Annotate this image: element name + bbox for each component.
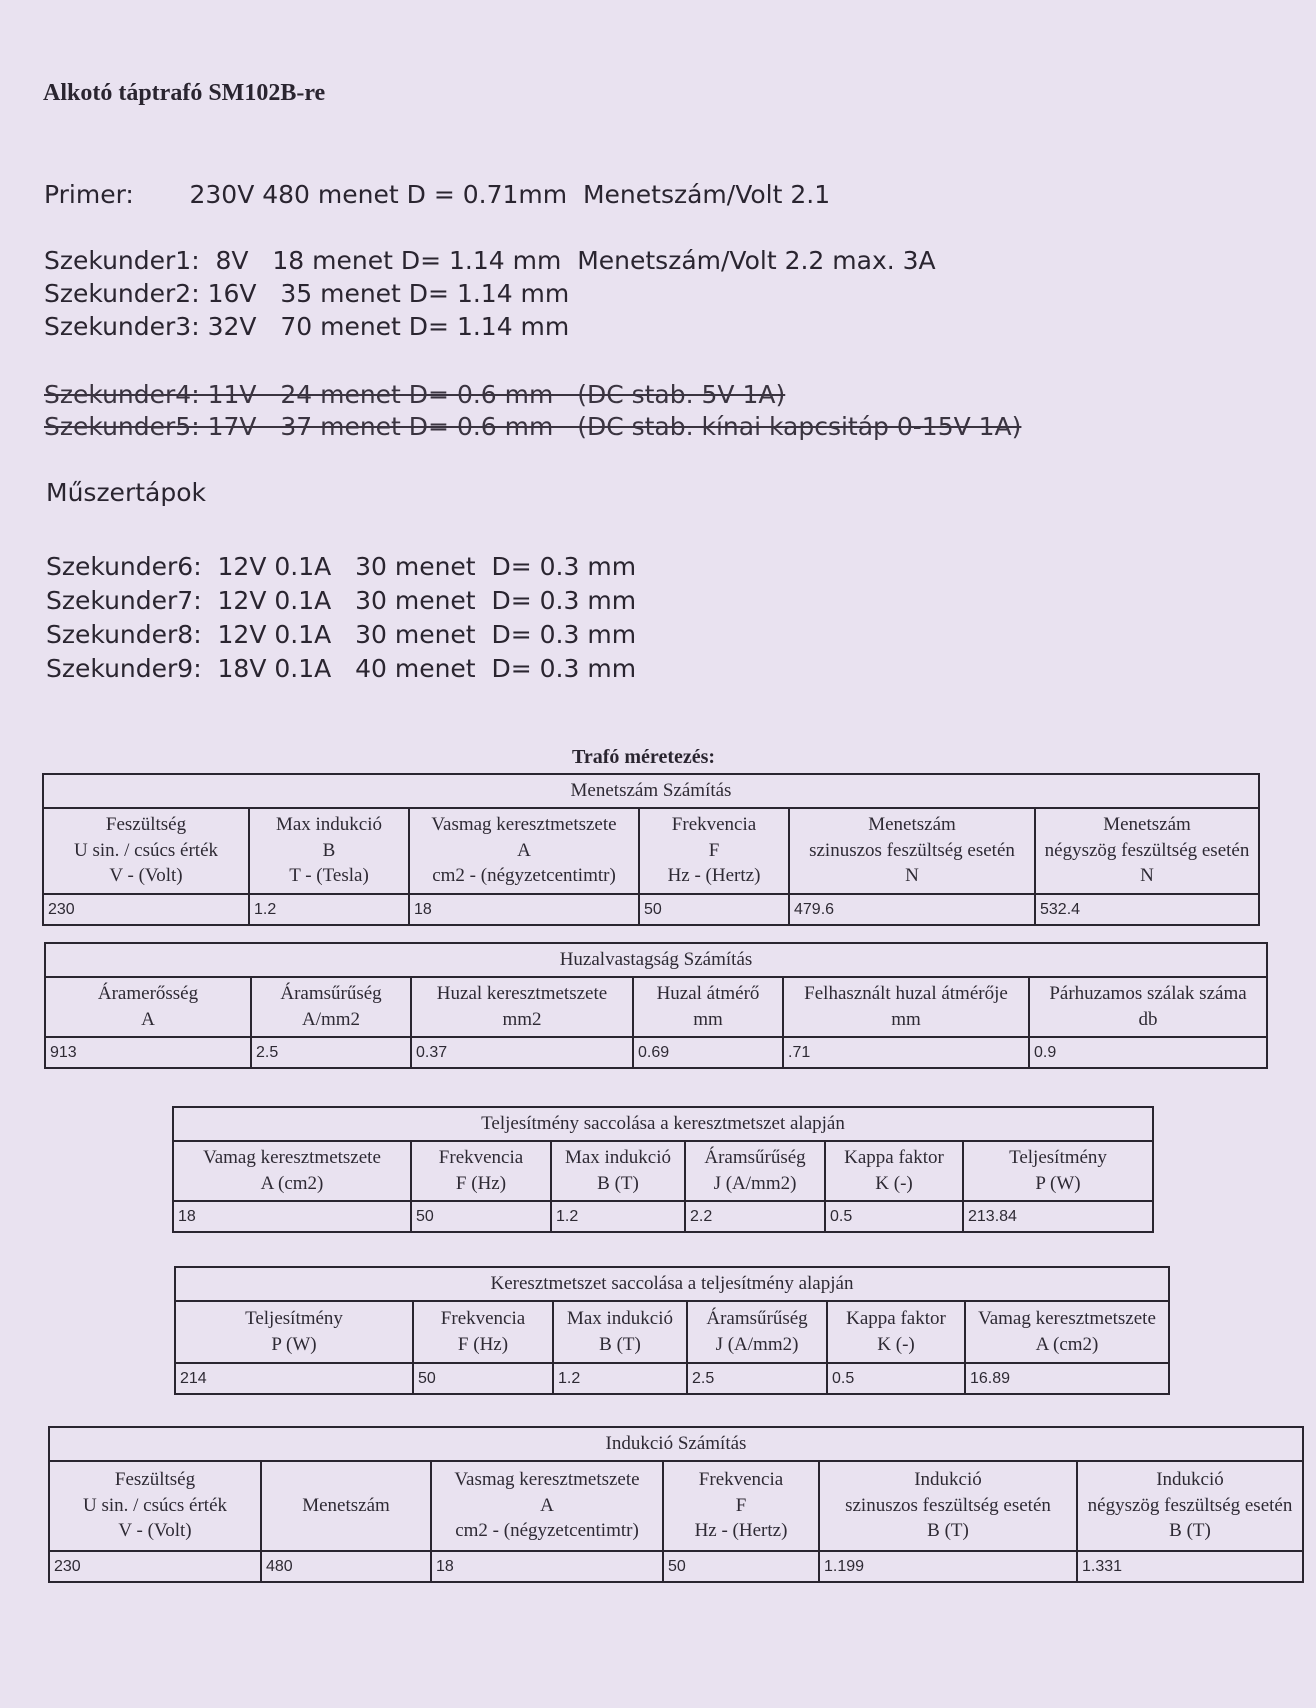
value-cell: 230 bbox=[43, 894, 249, 926]
table-caption: Huzalvastagság Számítás bbox=[45, 943, 1267, 977]
value-cell: 532.4 bbox=[1035, 894, 1259, 926]
section-estimate-table bbox=[174, 1266, 1170, 1395]
power-estimate-table bbox=[172, 1106, 1154, 1233]
header-cell: Max indukció B T - (Tesla) bbox=[249, 808, 409, 894]
value-cell: 0.37 bbox=[411, 1037, 633, 1069]
header-cell: Áramsűrűség A/mm2 bbox=[251, 977, 411, 1037]
value-cell: 1.2 bbox=[551, 1201, 685, 1233]
struck-line: Szekunder5: 17V 37 menet D= 0.6 mm (DC stab. kínai kapcsitáp 0-15V 1A) bbox=[44, 412, 1022, 441]
secondary-line: Szekunder2: 16V 35 menet D= 1.14 mm bbox=[44, 279, 570, 308]
header-cell: Frekvencia F (Hz) bbox=[411, 1141, 551, 1201]
value-cell: 50 bbox=[663, 1551, 819, 1583]
value-cell: 2.5 bbox=[687, 1363, 827, 1395]
header-cell: Frekvencia F Hz - (Hertz) bbox=[639, 808, 789, 894]
instrument-line: Szekunder6: 12V 0.1A 30 menet D= 0.3 mm bbox=[46, 552, 637, 581]
header-cell: Huzal átmérő mm bbox=[633, 977, 783, 1037]
header-cell: Vasmag keresztmetszete A cm2 - (négyzetcentimtr) bbox=[409, 808, 639, 894]
header-cell: Felhasznált huzal átmérője mm bbox=[783, 977, 1029, 1037]
value-cell: 50 bbox=[639, 894, 789, 926]
table-caption: Teljesítmény saccolása a keresztmetszet alapján bbox=[173, 1107, 1153, 1141]
value-cell: 0.9 bbox=[1029, 1037, 1267, 1069]
header-cell: Vamag keresztmetszete A (cm2) bbox=[965, 1301, 1169, 1363]
sizing-title: Trafó méretezés: bbox=[572, 746, 716, 768]
value-cell: 1.199 bbox=[819, 1551, 1077, 1583]
value-cell: 230 bbox=[49, 1551, 261, 1583]
secondary-line: Szekunder3: 32V 70 menet D= 1.14 mm bbox=[44, 312, 570, 341]
value-cell: 18 bbox=[431, 1551, 663, 1583]
header-cell: Frekvencia F Hz - (Hertz) bbox=[663, 1461, 819, 1551]
value-cell: 0.69 bbox=[633, 1037, 783, 1069]
value-cell: 480 bbox=[261, 1551, 431, 1583]
table-caption: Menetszám Számítás bbox=[43, 774, 1259, 808]
table-caption: Keresztmetszet saccolása a teljesítmény alapján bbox=[175, 1267, 1169, 1301]
header-cell: Feszültség U sin. / csúcs érték V - (Volt) bbox=[49, 1461, 261, 1551]
header-cell: Menetszám szinuszos feszültség esetén N bbox=[789, 808, 1035, 894]
header-cell: Párhuzamos szálak száma db bbox=[1029, 977, 1267, 1037]
table-caption: Indukció Számítás bbox=[49, 1427, 1303, 1461]
header-cell: Menetszám bbox=[261, 1461, 431, 1551]
value-cell: 479.6 bbox=[789, 894, 1035, 926]
header-cell: Vasmag keresztmetszete A cm2 - (négyzetcentimtr) bbox=[431, 1461, 663, 1551]
value-cell: 2.2 bbox=[685, 1201, 825, 1233]
value-cell: 50 bbox=[413, 1363, 553, 1395]
header-cell: Teljesítmény P (W) bbox=[175, 1301, 413, 1363]
value-cell: 0.5 bbox=[827, 1363, 965, 1395]
secondary-line: Szekunder1: 8V 18 menet D= 1.14 mm Menetszám/Volt 2.2 max. 3A bbox=[44, 246, 936, 275]
header-cell: Áramsűrűség J (A/mm2) bbox=[687, 1301, 827, 1363]
header-cell: Indukció négyszög feszültség esetén B (T) bbox=[1077, 1461, 1303, 1551]
value-cell: 50 bbox=[411, 1201, 551, 1233]
turns-table bbox=[42, 773, 1260, 926]
header-cell: Teljesítmény P (W) bbox=[963, 1141, 1153, 1201]
wire-table bbox=[44, 942, 1268, 1069]
induction-table bbox=[48, 1426, 1304, 1583]
header-cell: Áramerősség A bbox=[45, 977, 251, 1037]
header-cell: Huzal keresztmetszete mm2 bbox=[411, 977, 633, 1037]
value-cell: 0.5 bbox=[825, 1201, 963, 1233]
value-cell: 213.84 bbox=[963, 1201, 1153, 1233]
value-cell: 913 bbox=[45, 1037, 251, 1069]
value-cell: 214 bbox=[175, 1363, 413, 1395]
header-cell: Áramsűrűség J (A/mm2) bbox=[685, 1141, 825, 1201]
header-cell: Feszültség U sin. / csúcs érték V - (Volt) bbox=[43, 808, 249, 894]
header-cell: Vamag keresztmetszete A (cm2) bbox=[173, 1141, 411, 1201]
header-cell: Frekvencia F (Hz) bbox=[413, 1301, 553, 1363]
header-cell: Indukció szinuszos feszültség esetén B (T) bbox=[819, 1461, 1077, 1551]
value-cell: 1.2 bbox=[249, 894, 409, 926]
instrument-line: Szekunder7: 12V 0.1A 30 menet D= 0.3 mm bbox=[46, 586, 637, 615]
document-title: Alkotó táptrafó SM102B-re bbox=[43, 80, 326, 106]
value-cell: 1.2 bbox=[553, 1363, 687, 1395]
struck-line: Szekunder4: 11V 24 menet D= 0.6 mm (DC stab. 5V 1A) bbox=[44, 380, 786, 409]
instrument-line: Szekunder9: 18V 0.1A 40 menet D= 0.3 mm bbox=[46, 654, 637, 683]
primer-line: Primer: 230V 480 menet D = 0.71mm Menetszám/Volt 2.1 bbox=[44, 180, 831, 209]
header-cell: Max indukció B (T) bbox=[553, 1301, 687, 1363]
value-cell: 1.331 bbox=[1077, 1551, 1303, 1583]
instrument-line: Szekunder8: 12V 0.1A 30 menet D= 0.3 mm bbox=[46, 620, 637, 649]
value-cell: 2.5 bbox=[251, 1037, 411, 1069]
header-cell: Kappa faktor K (-) bbox=[825, 1141, 963, 1201]
instrument-heading: Műszertápok bbox=[46, 478, 206, 507]
header-cell: Max indukció B (T) bbox=[551, 1141, 685, 1201]
header-cell: Menetszám négyszög feszültség esetén N bbox=[1035, 808, 1259, 894]
header-cell: Kappa faktor K (-) bbox=[827, 1301, 965, 1363]
value-cell: .71 bbox=[783, 1037, 1029, 1069]
value-cell: 18 bbox=[409, 894, 639, 926]
value-cell: 16.89 bbox=[965, 1363, 1169, 1395]
value-cell: 18 bbox=[173, 1201, 411, 1233]
